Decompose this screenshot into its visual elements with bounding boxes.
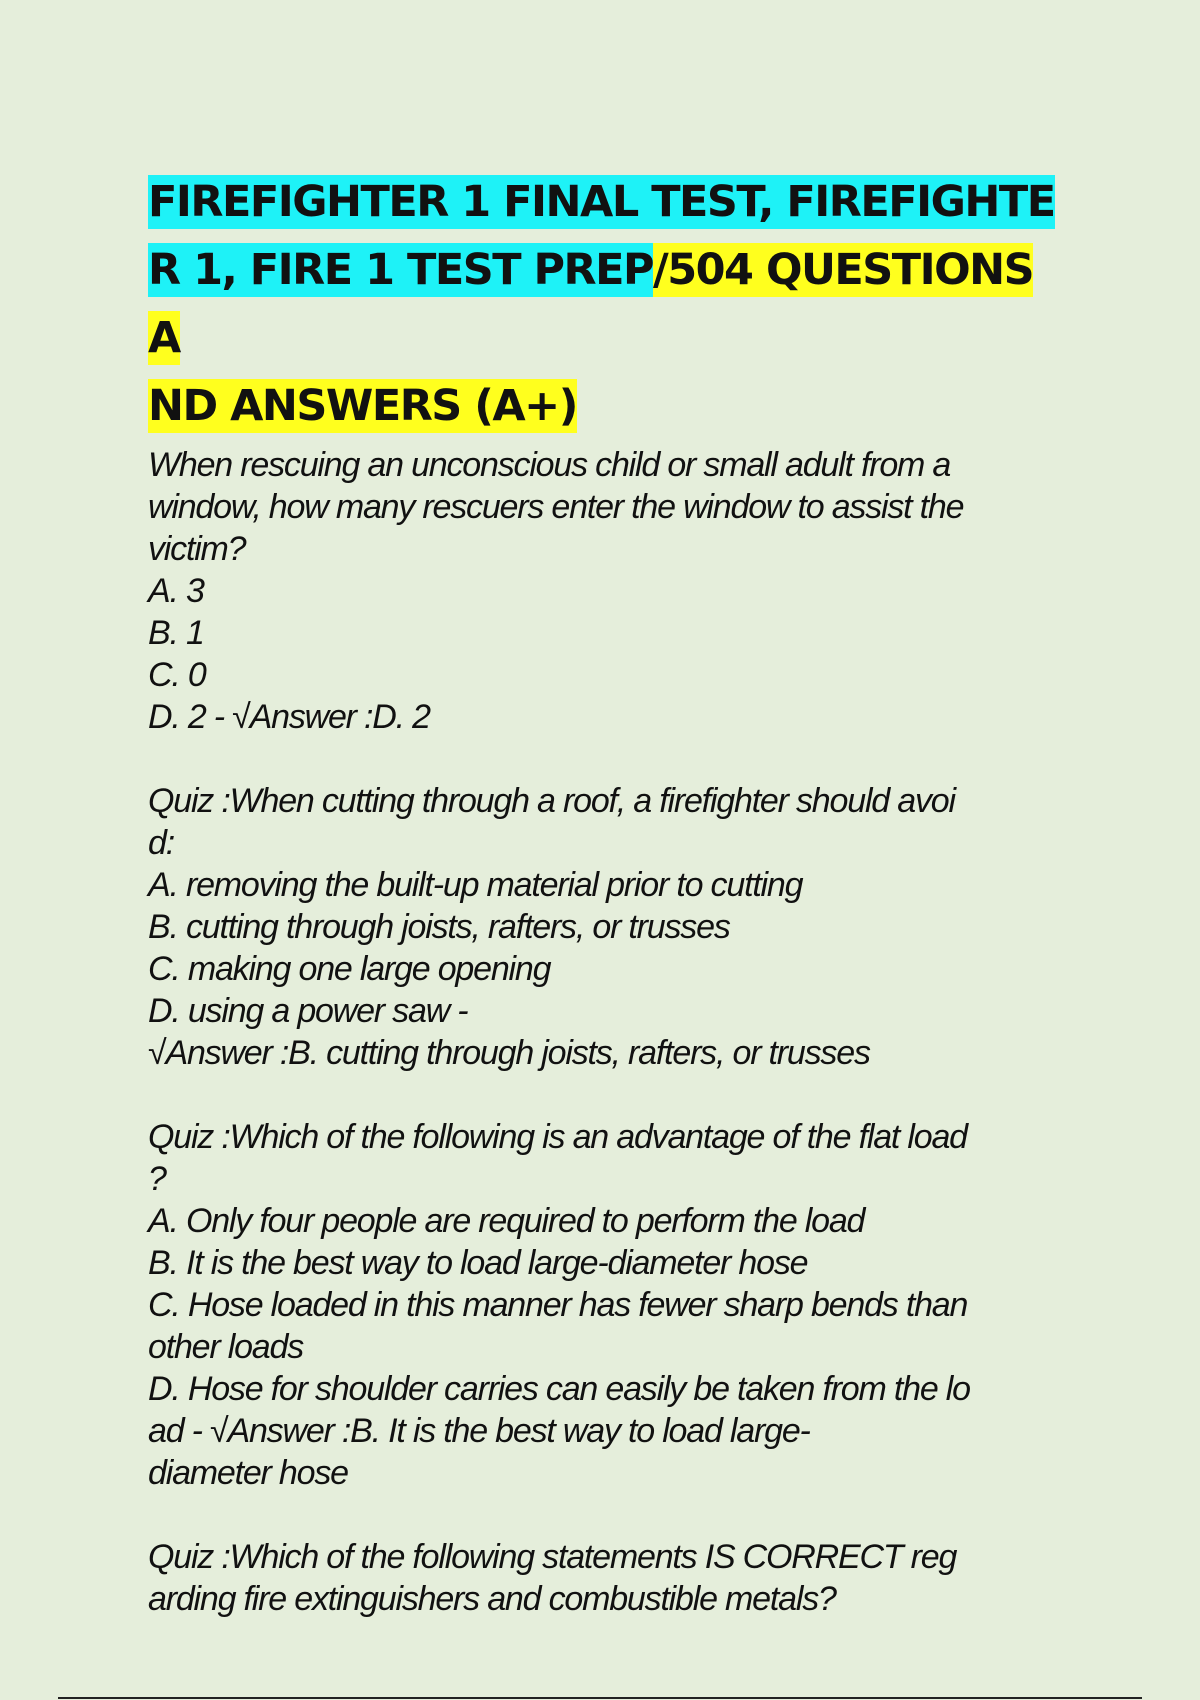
document-title — [148, 168, 1058, 440]
question-line: window, how many rescuers enter the window to assist the — [148, 488, 964, 526]
spacer — [148, 738, 1058, 780]
page-bottom-rule — [58, 1697, 1142, 1699]
title-line-3-text: ND ANSWERS (A+) — [148, 381, 577, 431]
answer-line-cont: diameter hose — [148, 1454, 348, 1492]
spacer — [148, 1494, 1058, 1536]
option-a: A. removing the built-up material prior to cutting — [148, 866, 803, 904]
option-c: C. 0 — [148, 656, 206, 694]
option-d-answer: D. 2 - √Answer :D. 2 — [148, 698, 430, 736]
question-4 — [148, 1536, 1058, 1620]
question-line: d: — [148, 824, 174, 862]
question-line: When rescuing an unconscious child or small adult from a — [148, 446, 951, 484]
option-a: A. 3 — [148, 572, 204, 610]
option-b: B. cutting through joists, rafters, or trusses — [148, 908, 730, 946]
option-c-cont: other loads — [148, 1328, 304, 1366]
title-line-3 — [148, 372, 1058, 440]
document-page — [148, 168, 1058, 1620]
option-d: D. Hose for shoulder carries can easily be taken from the lo — [148, 1370, 970, 1408]
option-c: C. making one large opening — [148, 950, 551, 988]
question-line: arding fire extinguishers and combustible metals? — [148, 1580, 836, 1618]
question-line: Quiz :When cutting through a roof, a firefighter should avoi — [148, 782, 955, 820]
question-line: Quiz :Which of the following is an advantage of the flat load — [148, 1118, 967, 1156]
option-c: C. Hose loaded in this manner has fewer sharp bends than — [148, 1286, 968, 1324]
question-3 — [148, 1116, 1058, 1494]
option-b: B. 1 — [148, 614, 204, 652]
question-line: Quiz :Which of the following statements IS CORRECT reg — [148, 1538, 957, 1576]
option-b: B. It is the best way to load large-diameter hose — [148, 1244, 808, 1282]
title-line-2-yellow-text: /504 QUESTIONS A — [148, 245, 1034, 363]
title-line-1 — [148, 168, 1058, 236]
title-line-1-text: FIREFIGHTER 1 FINAL TEST, FIREFIGHTE — [148, 177, 1055, 227]
question-1 — [148, 444, 1058, 738]
question-line: victim? — [148, 530, 246, 568]
answer-line: √Answer :B. cutting through joists, rafters, or trusses — [148, 1034, 870, 1072]
question-2 — [148, 780, 1058, 1074]
answer-line: ad - √Answer :B. It is the best way to load large- — [148, 1412, 810, 1450]
question-line: ? — [148, 1160, 166, 1198]
option-a: A. Only four people are required to perform the load — [148, 1202, 865, 1240]
spacer — [148, 1074, 1058, 1116]
title-line-2-cyan-text: R 1, FIRE 1 TEST PREP — [148, 245, 654, 295]
option-d: D. using a power saw - — [148, 992, 468, 1030]
title-line-2 — [148, 236, 1058, 372]
